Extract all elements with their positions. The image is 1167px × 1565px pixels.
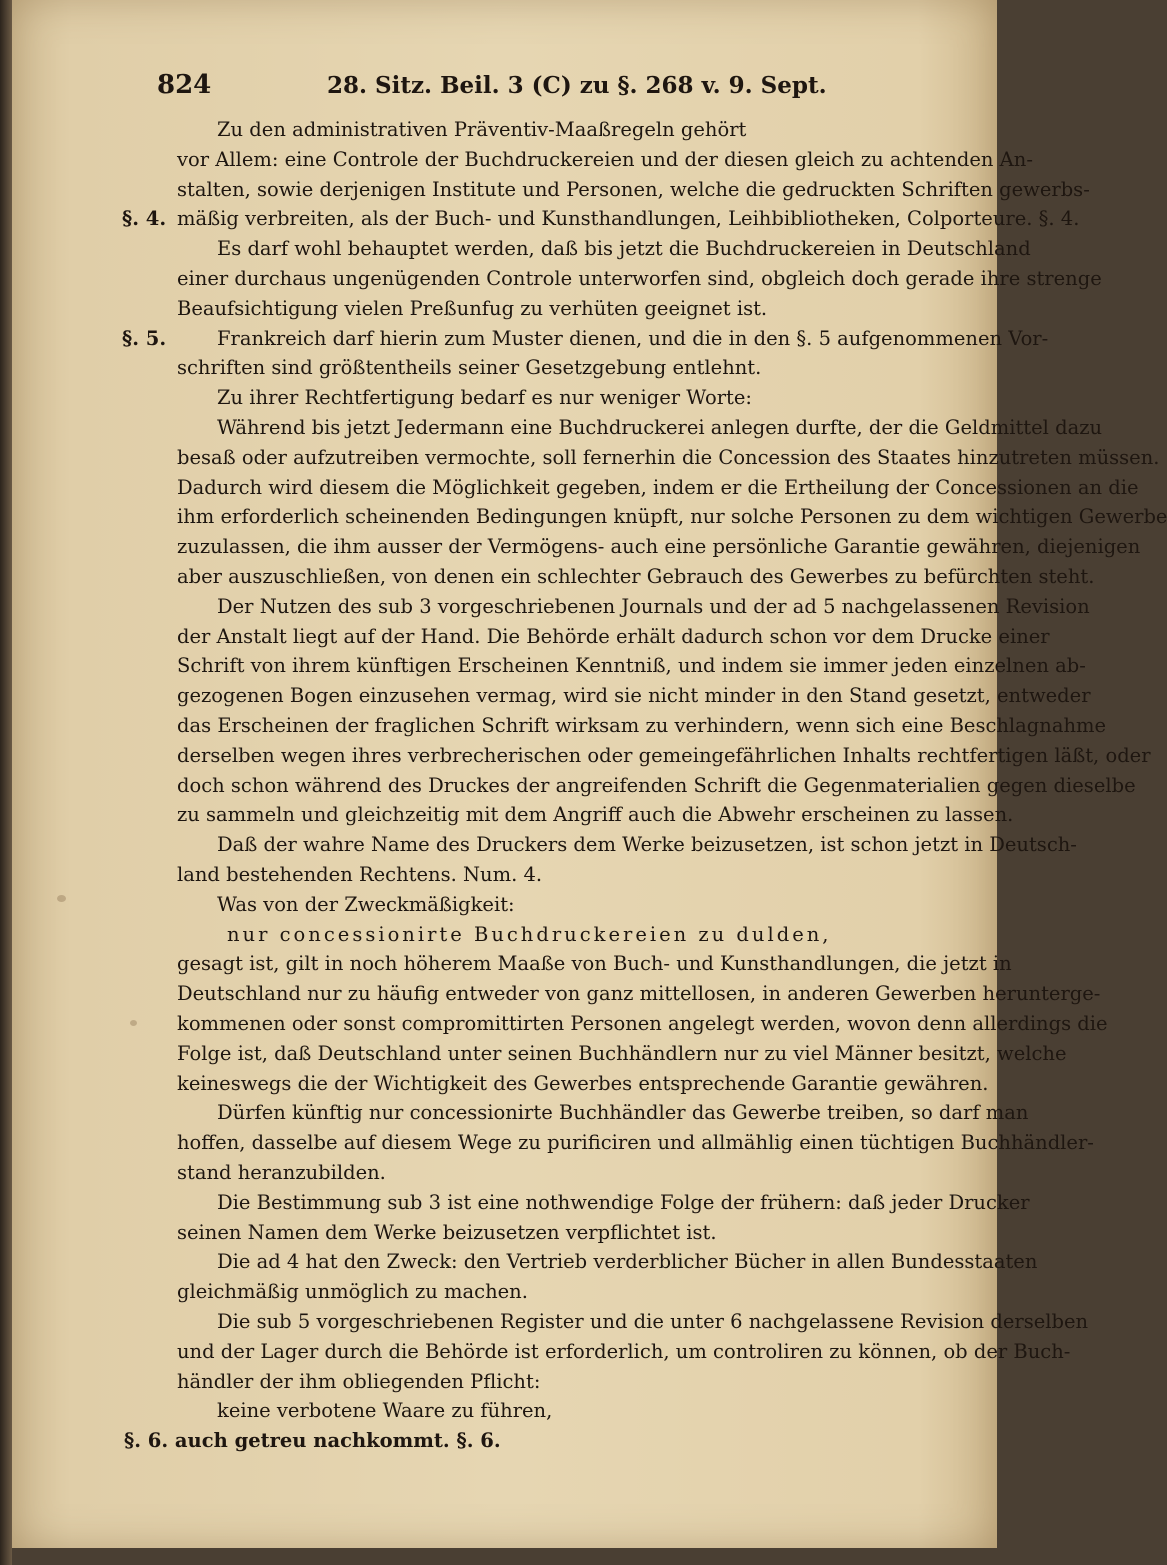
text-line: Zu den administrativen Präventiv-Maaßregeln gehört xyxy=(217,118,747,141)
text-line: vor Allem: eine Controle der Buchdruckereien und der diesen gleich zu achtenden An- xyxy=(177,147,1033,171)
text-line: Deutschland nur zu häufig entweder von ganz mittellosen, in anderen Gewerben herunterge- xyxy=(177,982,1101,1006)
text-line: keine verbotene Waare zu führen, xyxy=(217,1399,553,1423)
text-line: einer durchaus ungenügenden Controle unterworfen sind, obgleich doch gerade ihre strenge xyxy=(177,267,1102,290)
text-line: Die sub 5 vorgeschriebenen Register und die unter 6 nachgelassene Revision derselben xyxy=(217,1310,1089,1333)
running-head: 28. Sitz. Beil. 3 (C) zu §. 268 v. 9. Sept. xyxy=(327,72,827,99)
text-line: Folge ist, daß Deutschland unter seinen Buchhändlern nur zu viel Männer besitzt, welche xyxy=(177,1041,1067,1065)
page-number: 824 xyxy=(157,70,212,100)
ink-blot xyxy=(57,895,66,902)
ink-blot xyxy=(130,1020,137,1026)
margin-note-section-5: §. 5. xyxy=(122,326,167,350)
text-line: händler der ihm obliegenden Pflicht: xyxy=(177,1369,541,1393)
text-line: hoffen, dasselbe auf diesem Wege zu purificiren und allmählig einen tüchtigen Buchhändler- xyxy=(177,1131,1094,1155)
text-line: stand heranzubilden. xyxy=(177,1161,386,1184)
text-line: Der Nutzen des sub 3 vorgeschriebenen Journals und der ad 5 nachgelassenen Revision xyxy=(217,594,1090,618)
text-line: Zu ihrer Rechtfertigung bedarf es nur weniger Worte: xyxy=(217,386,753,410)
text-line: Frankreich darf hierin zum Muster dienen, und die in den §. 5 aufgenommenen Vor- xyxy=(217,326,1049,350)
text-line: kommenen oder sonst compromittirten Personen angelegt werden, wovon denn allerdings die xyxy=(177,1012,1108,1035)
text-line: Dadurch wird diesem die Möglichkeit gegeben, indem er die Ertheilung der Concessionen an die xyxy=(177,475,1139,499)
text-line: seinen Namen dem Werke beizusetzen verpflichtet ist. xyxy=(177,1220,717,1244)
text-line: gleichmäßig unmöglich zu machen. xyxy=(177,1280,528,1304)
text-line: land bestehenden Rechtens. Num. 4. xyxy=(177,863,543,886)
text-line: schriften sind größtentheils seiner Gesetzgebung entlehnt. xyxy=(177,356,762,380)
text-line: Es darf wohl behauptet werden, daß bis jetzt die Buchdruckereien in Deutschland xyxy=(217,237,1031,261)
closing-line-section-6: §. 6. auch getreu nachkommt. §. 6. xyxy=(124,1429,501,1453)
text-line: Daß der wahre Name des Druckers dem Werke beizusetzen, ist schon jetzt in Deutsch- xyxy=(217,833,1077,857)
text-line: zuzulassen, die ihm ausser der Vermögens- auch eine persönliche Garantie gewähren, diejenigen xyxy=(177,535,1141,559)
text-line: besaß oder aufzutreiben vermochte, soll fernerhin die Concession des Staates hinzutreten müssen. xyxy=(177,445,1160,469)
text-line: Die ad 4 hat den Zweck: den Vertrieb verderblicher Bücher in allen Bundesstaaten xyxy=(217,1250,1038,1274)
text-line: und der Lager durch die Behörde ist erforderlich, um controliren zu können, ob der Buch- xyxy=(177,1339,1071,1363)
text-line: nur concessionirte Buchdruckereien zu dulden, xyxy=(227,922,832,946)
text-line: mäßig verbreiten, als der Buch- und Kunsthandlungen, Leihbibliotheken, Colporteure. §. 4. xyxy=(177,207,1080,231)
text-line: stalten, sowie derjenigen Institute und Personen, welche die gedruckten Schriften gewerbs- xyxy=(177,177,1090,201)
book-page xyxy=(12,0,1167,1548)
text-line: keineswegs die der Wichtigkeit des Gewerbes entsprechende Garantie gewähren. xyxy=(177,1071,989,1095)
margin-note-section-4: §. 4. xyxy=(122,207,167,231)
text-line: Beaufsichtigung vielen Preßunfug zu verhüten geeignet ist. xyxy=(177,296,768,320)
page-header xyxy=(157,70,937,110)
text-line: Schrift von ihrem künftigen Erscheinen Kenntniß, und indem sie immer jeden einzelnen ab- xyxy=(177,654,1086,678)
text-line: Dürfen künftig nur concessionirte Buchhändler das Gewerbe treiben, so darf man xyxy=(217,1101,1029,1125)
text-line: Die Bestimmung sub 3 ist eine nothwendige Folge der frühern: daß jeder Drucker xyxy=(217,1190,1030,1214)
text-line: zu sammeln und gleichzeitig mit dem Angriff auch die Abwehr erscheinen zu lassen. xyxy=(177,803,1014,827)
book-spine xyxy=(0,0,12,1565)
text-line: Während bis jetzt Jedermann eine Buchdruckerei anlegen durfte, der die Geldmittel dazu xyxy=(217,416,1103,439)
text-line: gesagt ist, gilt in noch höherem Maaße von Buch- und Kunsthandlungen, die jetzt in xyxy=(177,952,1012,976)
text-line: das Erscheinen der fraglichen Schrift wirksam zu verhindern, wenn sich eine Beschlagnahme xyxy=(177,714,1107,737)
text-line: Was von der Zweckmäßigkeit: xyxy=(217,892,515,916)
text-line: aber auszuschließen, von denen ein schlechter Gebrauch des Gewerbes zu befürchten steht. xyxy=(177,565,1095,588)
text-line: der Anstalt liegt auf der Hand. Die Behörde erhält dadurch schon vor dem Drucke einer xyxy=(177,624,1050,648)
text-line: derselben wegen ihres verbrecherischen oder gemeingefährlichen Inhalts rechtfertigen läßt, oder xyxy=(177,743,1151,767)
text-line: doch schon während des Druckes der angreifenden Schrift die Gegenmaterialien gegen dieselbe xyxy=(177,773,1136,797)
text-line: ihm erforderlich scheinenden Bedingungen knüpft, nur solche Personen zu dem wichtigen Gewerbe xyxy=(177,505,1167,529)
text-line: gezogenen Bogen einzusehen vermag, wird sie nicht minder in den Stand gesetzt, entweder xyxy=(177,684,1091,708)
